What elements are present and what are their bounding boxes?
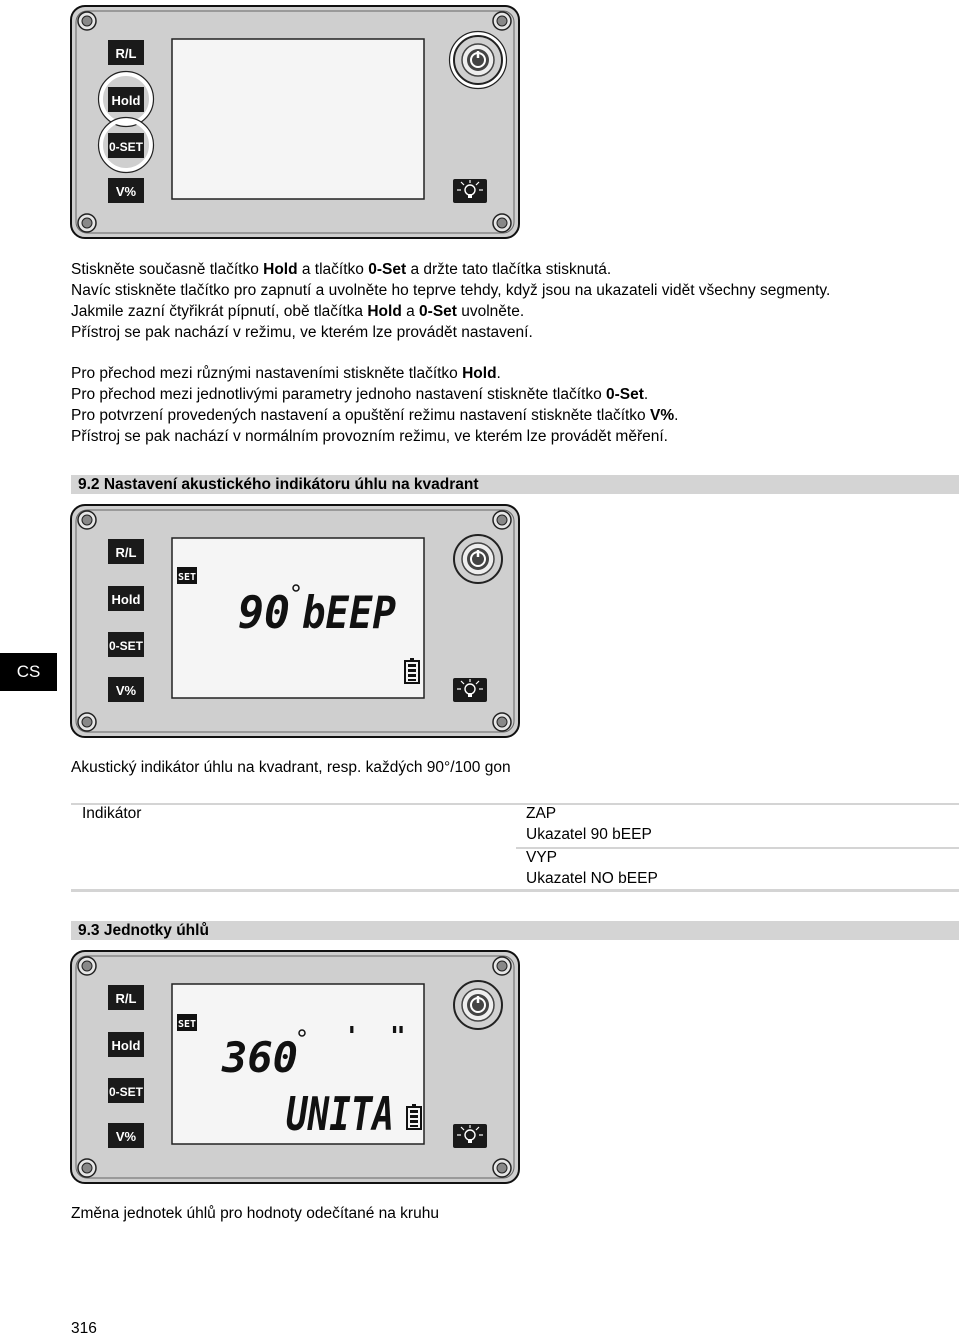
instruction-line: Jakmile zazní čtyřikrát pípnutí, obě tlačítka Hold a 0-Set uvolněte. bbox=[71, 303, 525, 320]
table-label: Indikátor bbox=[82, 805, 142, 822]
hold-button[interactable] bbox=[108, 586, 144, 611]
instruction-line: Stiskněte současně tlačítko Hold a tlačítko 0-Set a držte tato tlačítka stisknutá. bbox=[71, 261, 612, 278]
section-heading-9-2: 9.2 Nastavení akustického indikátoru úhlu na kvadrant bbox=[71, 475, 959, 494]
light-icon[interactable] bbox=[453, 1124, 487, 1148]
v-percent-button[interactable] bbox=[108, 677, 144, 702]
svg-text:R/L: R/L bbox=[115, 991, 137, 1006]
lcd-second-mark: " bbox=[390, 1022, 406, 1052]
svg-text:Hold: Hold bbox=[111, 1038, 141, 1053]
zero-set-button[interactable] bbox=[108, 632, 144, 657]
zero-set-button[interactable] bbox=[108, 1078, 144, 1103]
lcd-display bbox=[172, 39, 424, 199]
lcd-minute-mark: ' bbox=[344, 1022, 360, 1052]
instructions-block-2 bbox=[71, 363, 951, 447]
screw-icon bbox=[78, 214, 96, 232]
svg-text:V%: V% bbox=[115, 1129, 137, 1144]
screw-icon bbox=[493, 957, 511, 975]
screw-icon bbox=[493, 12, 511, 30]
hold-button[interactable] bbox=[108, 1032, 144, 1057]
device-panel-1 bbox=[70, 5, 520, 239]
settings-table bbox=[71, 803, 959, 891]
svg-text:Hold: Hold bbox=[111, 93, 141, 108]
light-icon[interactable] bbox=[453, 179, 487, 203]
screw-icon bbox=[78, 1159, 96, 1177]
svg-text:0-SET: 0-SET bbox=[108, 140, 144, 154]
lcd-bottom-text: UNITA bbox=[286, 1087, 394, 1141]
screw-icon bbox=[493, 214, 511, 232]
power-icon[interactable] bbox=[454, 36, 502, 84]
section-heading-9-3: 9.3 Jednotky úhlů bbox=[71, 921, 959, 940]
rl-button[interactable] bbox=[108, 40, 144, 65]
screw-icon bbox=[78, 713, 96, 731]
table-option: ZAP bbox=[526, 805, 557, 822]
caption-9-2: Akustický indikátor úhlu na kvadrant, resp. každých 90°/100 gon bbox=[71, 759, 511, 776]
set-indicator: SET bbox=[177, 1019, 197, 1030]
language-tab: CS bbox=[0, 653, 57, 691]
device-panel-3 bbox=[70, 950, 520, 1184]
svg-text:R/L: R/L bbox=[115, 46, 137, 61]
svg-text:V%: V% bbox=[115, 184, 137, 199]
table-option: Ukazatel NO bEEP bbox=[526, 870, 658, 887]
set-indicator: SET bbox=[177, 572, 197, 583]
instruction-line: Pro přechod mezi různými nastaveními stiskněte tlačítko Hold. bbox=[71, 365, 501, 382]
instruction-line: Pro přechod mezi jednotlivými parametry jednoho nastavení stiskněte tlačítko 0-Set. bbox=[71, 386, 649, 403]
instruction-line: Přístroj se pak nachází v normálním provozním režimu, ve kterém lze provádět měření. bbox=[71, 428, 668, 445]
lcd-main-value: 90 bbox=[238, 588, 290, 639]
table-option: VYP bbox=[526, 849, 558, 866]
zero-set-button[interactable] bbox=[108, 133, 144, 158]
screw-icon bbox=[78, 12, 96, 30]
screw-icon bbox=[78, 511, 96, 529]
power-icon[interactable] bbox=[454, 535, 502, 583]
instruction-line: Navíc stiskněte tlačítko pro zapnutí a uvolněte ho teprve tehdy, když jsou na ukazateli vidět všechny segmenty. bbox=[71, 282, 831, 299]
screw-icon bbox=[493, 1159, 511, 1177]
power-icon[interactable] bbox=[454, 981, 502, 1029]
screw-icon bbox=[493, 713, 511, 731]
light-icon[interactable] bbox=[453, 678, 487, 702]
svg-text:R/L: R/L bbox=[115, 545, 137, 560]
caption-9-3: Změna jednotek úhlů pro hodnoty odečítané na kruhu bbox=[71, 1205, 439, 1222]
instructions-block-1 bbox=[71, 259, 951, 343]
rl-button[interactable] bbox=[108, 539, 144, 564]
instruction-line: Pro potvrzení provedených nastavení a opuštění režimu nastavení stiskněte tlačítko V%. bbox=[71, 407, 679, 424]
hold-button[interactable] bbox=[108, 87, 144, 112]
lcd-suffix: bEEP bbox=[302, 588, 396, 639]
svg-text:Hold: Hold bbox=[111, 592, 141, 607]
instruction-line: Přístroj se pak nachází v režimu, ve kterém lze provádět nastavení. bbox=[71, 324, 533, 341]
rl-button[interactable] bbox=[108, 985, 144, 1010]
svg-text:V%: V% bbox=[115, 683, 137, 698]
svg-text:0-SET: 0-SET bbox=[108, 1085, 144, 1099]
table-option: Ukazatel 90 bEEP bbox=[526, 826, 652, 843]
screw-icon bbox=[493, 511, 511, 529]
device-panel-2 bbox=[70, 504, 520, 738]
v-percent-button[interactable] bbox=[108, 178, 144, 203]
page-number: 316 bbox=[71, 1320, 97, 1337]
svg-text:0-SET: 0-SET bbox=[108, 639, 144, 653]
v-percent-button[interactable] bbox=[108, 1123, 144, 1148]
lcd-main-value: 360 bbox=[220, 1033, 298, 1082]
screw-icon bbox=[78, 957, 96, 975]
